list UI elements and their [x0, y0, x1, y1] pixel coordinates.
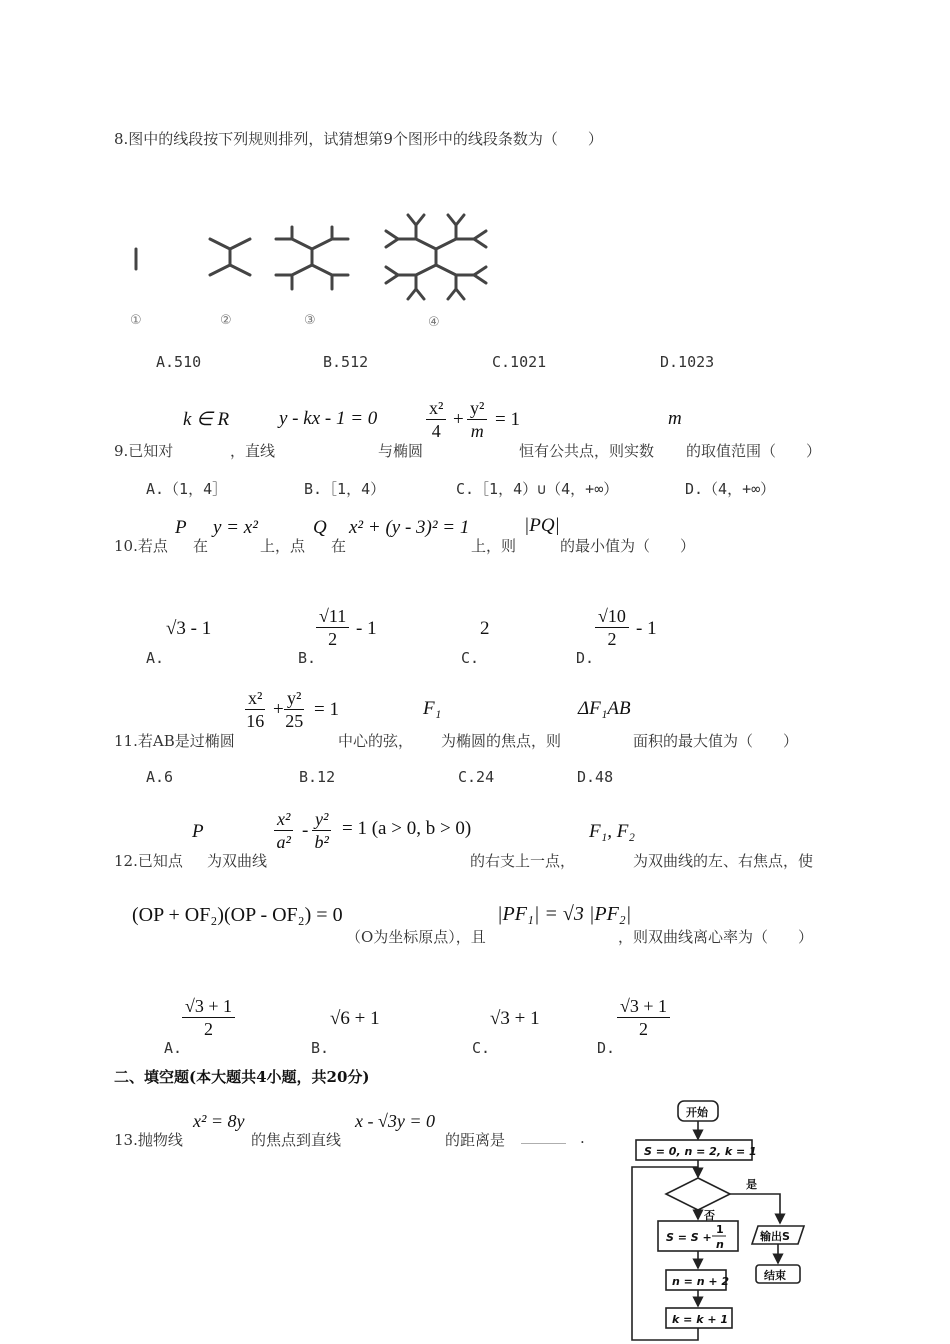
- flow-update-n-label: n = n + 2: [672, 1275, 730, 1288]
- q10-option-b-frac: [316, 605, 349, 650]
- q12-math-pf-ratio: |PF₁| = √3 |PF₂|: [497, 903, 632, 925]
- q12-option-c-value: √3 + 1: [490, 1008, 540, 1029]
- q12-option-b-label: B.: [311, 1039, 330, 1057]
- q10-option-b-label: B.: [298, 649, 317, 667]
- q12-math-frac2: [312, 808, 331, 853]
- q8-fig-label-3: ③: [304, 313, 316, 328]
- q9-frac1-den: 4: [431, 421, 441, 441]
- q9-math-frac2: [467, 397, 487, 442]
- q8-stem: 8.图中的线段按下列规则排列，试猜想第9个图形中的线段条数为（ ）: [114, 130, 603, 148]
- q10-option-d-label: D.: [576, 649, 595, 667]
- q10-option-a-label: A.: [146, 649, 165, 667]
- q12-frac1-num: x²: [274, 808, 293, 831]
- q10-num: 10.若点: [114, 537, 168, 555]
- q10-text-3: 在: [331, 537, 347, 555]
- q12-frac2-den: b²: [314, 832, 329, 852]
- section-2-heading: 二、填空题(本大题共4小题，共20分): [114, 1068, 370, 1086]
- q9-math-k: k ∈ R: [183, 409, 230, 430]
- q10-text-1: 在: [193, 537, 209, 555]
- q12-option-d-label: D.: [597, 1039, 616, 1057]
- q10-option-a-value: √3 - 1: [166, 618, 212, 639]
- q9-option-c: C.［1，4）∪（4，+∞）: [456, 480, 619, 498]
- q9-text-3: 恒有公共点，则实数: [519, 442, 655, 460]
- q10-text-2: 上，点: [260, 537, 306, 555]
- q11-frac1-den: 16: [246, 711, 265, 731]
- q9-text-2: 与椭圆: [378, 442, 424, 460]
- q9-num: 9.已知对: [114, 442, 174, 460]
- flow-start-label: 开始: [686, 1106, 708, 1119]
- q12-option-a-frac: [182, 995, 235, 1040]
- q10-b-num: √11: [316, 605, 349, 628]
- q10-option-c-label: C.: [461, 649, 480, 667]
- flow-update-s-label: S = S +: [666, 1231, 712, 1244]
- q12-option-c-label: C.: [472, 1039, 491, 1057]
- flow-update-s-den: n: [716, 1238, 724, 1251]
- q13-num: 13.抛物线: [114, 1131, 183, 1149]
- q11-frac2-den: 25: [285, 711, 304, 731]
- q11-math-frac2: [284, 687, 304, 732]
- q11-math-F1: F₁: [423, 698, 442, 719]
- q12-eq-tail: = 1 (a > 0, b > 0): [342, 818, 472, 839]
- q10-math-PQ: |PQ|: [524, 515, 560, 536]
- q9-option-b: B.［1，4）: [304, 480, 386, 498]
- flow-output-label: 输出S: [760, 1230, 790, 1243]
- q11-text-1: 中心的弦，: [338, 732, 414, 750]
- q12-option-d-frac: [617, 995, 670, 1040]
- q10-math-parabola: y = x²: [213, 517, 258, 538]
- q10-option-c-value: 2: [480, 618, 490, 639]
- q9-frac2-num: y²: [467, 397, 487, 420]
- q9-plus: +: [453, 409, 464, 430]
- q11-math-frac1: [245, 687, 265, 732]
- q10-math-Q: Q: [313, 517, 327, 538]
- q12-num: 12.已知点: [114, 852, 183, 870]
- q13-text-end: .: [580, 1129, 585, 1147]
- q10-option-d-tail: - 1: [636, 618, 657, 639]
- q8-fig-label-2: ②: [220, 313, 232, 328]
- q12-math-P: P: [192, 821, 204, 842]
- q12-math-foci: F₁, F₂: [589, 821, 635, 842]
- q12-d-den: 2: [639, 1019, 649, 1039]
- q13-text-2: 的距离是: [445, 1131, 506, 1149]
- q11-text-3: 面积的最大值为（ ）: [633, 732, 799, 750]
- q9-math-m: m: [668, 408, 682, 429]
- q11-option-a: A.6: [146, 768, 174, 786]
- q8-option-c: C.1021: [492, 353, 547, 371]
- flow-update-k-label: k = k + 1: [672, 1313, 729, 1326]
- q12-minus: -: [302, 820, 309, 841]
- q8-segment-figures: [120, 205, 520, 315]
- q13-text-1: 的焦点到直线: [251, 1131, 342, 1149]
- q12-text-2: 的右支上一点，: [470, 852, 576, 870]
- q12-option-b-value: √6 + 1: [330, 1008, 380, 1029]
- q9-math-line: y - kx - 1 = 0: [279, 408, 378, 429]
- q12-math-frac1: [274, 808, 293, 853]
- q11-plus: +: [273, 699, 284, 720]
- q9-text-1: ，直线: [230, 442, 276, 460]
- q12-line2-text-2: ，则双曲线离心率为（ ）: [618, 928, 814, 946]
- q8-fig-label-4: ④: [428, 315, 440, 330]
- q12-text-1: 为双曲线: [207, 852, 268, 870]
- q12-frac1-den: a²: [276, 832, 291, 852]
- q9-option-a: A.（1，4］: [146, 480, 228, 498]
- q11-num: 11.若AB是过椭圆: [114, 732, 235, 750]
- q9-option-d: D.（4，+∞）: [685, 480, 776, 498]
- q8-option-d: D.1023: [660, 353, 715, 371]
- q9-math-frac1: [426, 397, 446, 442]
- q10-d-den: 2: [607, 629, 617, 649]
- q10-d-num: √10: [595, 605, 629, 628]
- q12-a-num: √3 + 1: [182, 995, 235, 1018]
- q12-line2-text-1: （O为坐标原点），且: [346, 928, 486, 946]
- flowchart: [620, 1095, 820, 1344]
- q13-math-parabola: x² = 8y: [193, 1111, 245, 1131]
- q10-b-den: 2: [328, 629, 338, 649]
- q10-option-d-frac: [595, 605, 629, 650]
- q10-text-5: 的最小值为（ ）: [560, 537, 696, 555]
- flow-no-label: 否: [704, 1209, 715, 1222]
- q9-frac2-den: m: [470, 421, 484, 441]
- q11-frac1-num: x²: [245, 687, 265, 710]
- q9-text-4: 的取值范围（ ）: [686, 442, 822, 460]
- q13-blank[interactable]: ______: [521, 1126, 566, 1144]
- q10-math-circle: x² + (y - 3)² = 1: [349, 517, 470, 538]
- q12-text-3: 为双曲线的左、右焦点，使: [633, 852, 814, 870]
- q10-text-4: 上，则: [471, 537, 517, 555]
- q11-text-2: 为椭圆的焦点，则: [441, 732, 562, 750]
- q8-fig-label-1: ①: [130, 313, 142, 328]
- flow-end-label: 结束: [764, 1269, 786, 1282]
- q11-option-b: B.12: [299, 768, 336, 786]
- q11-option-c: C.24: [458, 768, 495, 786]
- q10-math-P: P: [175, 517, 187, 538]
- flow-yes-label: 是: [746, 1178, 757, 1191]
- q12-frac2-num: y²: [312, 808, 331, 831]
- q11-frac2-num: y²: [284, 687, 304, 710]
- q9-eq-tail: = 1: [495, 409, 520, 430]
- q8-option-a: A.510: [156, 353, 202, 371]
- q11-eq-tail: = 1: [314, 699, 339, 720]
- q11-option-d: D.48: [577, 768, 614, 786]
- q13-math-line: x - √3y = 0: [355, 1111, 435, 1131]
- q12-d-num: √3 + 1: [617, 995, 670, 1018]
- q12-a-den: 2: [204, 1019, 214, 1039]
- flow-update-s-num: 1: [716, 1223, 724, 1236]
- flow-init-label: S = 0, n = 2, k = 1: [644, 1145, 757, 1158]
- q12-math-vector-eq: (OP + OF₂)(OP - OF₂) = 0: [132, 904, 343, 926]
- q10-option-b-tail: - 1: [356, 618, 377, 639]
- q12-option-a-label: A.: [164, 1039, 183, 1057]
- q11-math-triangle: ΔF₁AB: [578, 698, 631, 719]
- q9-frac1-num: x²: [426, 397, 446, 420]
- flow-decision-diamond: [666, 1178, 730, 1210]
- q8-option-b: B.512: [323, 353, 369, 371]
